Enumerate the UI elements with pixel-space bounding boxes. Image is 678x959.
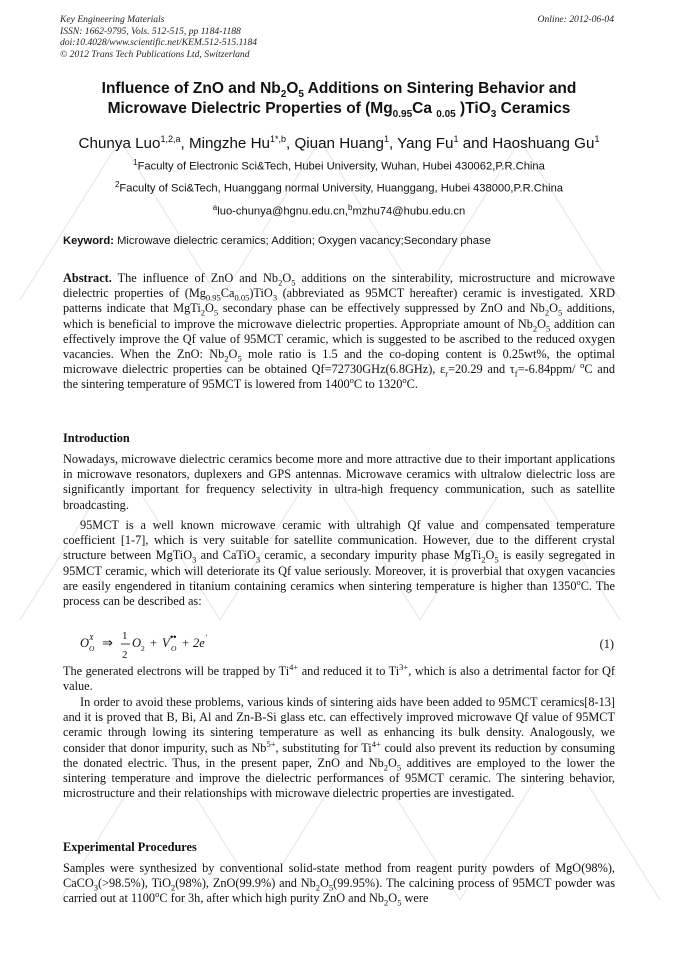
eq-vacancy: V xyxy=(162,636,170,650)
eq-vacancy-sup: •• xyxy=(170,632,177,642)
title-line-2: Microwave Dielectric Properties of ($Mg_{0.95}Ca$ $_{0.05}$ )TiO$_3$ Ceramics xyxy=(107,100,571,121)
author: Qiuan Huang$^1$ xyxy=(294,134,389,153)
author-list: Chunya Luo$^{1,2,a}$, Mingzhe $Hu^{1*,b}$, Qiuan Huang$^1$, Yang Fu$^1$ and Haoshuang Gu$^1$ xyxy=(78,134,600,153)
section-heading-introduction: Introduction xyxy=(63,431,130,445)
author: Mingzhe $Hu^{1*,b}$ xyxy=(188,134,287,153)
intro-paragraph-1: Nowadays, microwave dielectric ceramics become more and more attractive due to their important applications in microwave resonators, duplexers and GPS antennas. Microwave ceramics with ultralow dielectric loss are significantly important for frequency selectivity in ultra-high frequency communication, such as satellite broadcasting. xyxy=(63,452,615,512)
journal-doi: doi:10.4028/www.scientific.net/KEM.512-515.1184 xyxy=(60,37,258,48)
journal-issn: ISSN: 1662-9795, Vols. 512-515, pp 1184-1188 xyxy=(60,25,241,37)
equation-1 xyxy=(80,627,614,661)
title-line-1: Influence of ZnO and $Nb_2O_5$ Additions on Sintering Behavior and xyxy=(101,80,577,101)
eq-frac-num: 1 xyxy=(122,630,128,642)
online-date: Online: 2012-06-04 xyxy=(537,14,614,25)
section-heading-experimental: Experimental Procedures xyxy=(63,840,197,854)
eq-electron-sup: ' xyxy=(205,633,207,642)
eq-vacancy-sub: O xyxy=(171,644,177,653)
affiliation-2: $^2$Faculty of Sci&Tech, Huanggang normal University, Huanggang, Hubei 438000,P.R.China xyxy=(114,180,564,195)
eq-o2: O xyxy=(132,636,142,650)
keywords xyxy=(63,234,623,248)
affiliation-1: $^1$Faculty of Electronic Sci&Tech, Hubei University, Wuhan, Hubei 430062,P.R.China xyxy=(133,158,545,173)
eq-o2-sub: 2 xyxy=(141,644,145,653)
journal-name: Key Engineering Materials xyxy=(60,14,165,25)
keyword-label: Keyword: xyxy=(63,235,114,247)
paper-title xyxy=(40,79,638,119)
eq-frac-den: 2 xyxy=(122,649,128,661)
equation-formula xyxy=(80,627,240,661)
equation-number: (1) xyxy=(599,637,614,651)
experimental-paragraph-1: Samples were synthesized by conventional solid-state method from reagent purity powders of MgO(98%), CaCO$_3$(>98.5%), TiO$_2$(98%), ZnO(99.9%) and $Nb_2O_5(99.95\%)$. The calcining process of 95MCT powder was carried out at 1100$^o$C for 3h, after which high purity ZnO and $Nb_2O_5$ were xyxy=(63,861,615,908)
intro-paragraph-2: 95MCT is a well known microwave ceramic with ultrahigh Qf value and compensated temperature coefficient [1-7], which is very suitable for satellite communication. However, due to the different crystal structure between MgTiO$_3$ and CaTiO$_3$ ceramic, a secondary impurity phase $MgTi_2O_5$ is easily segregated in 95MCT ceramic, which will deteriorate its Qf value seriously. Moreover, it is proverbial that oxygen vacancies are easily engendered in titanium containing ceramics when sintering temperature is higher than 1350$^o$C. The process can be described as: xyxy=(63,518,615,609)
abstract xyxy=(63,271,615,393)
keyword-text: Microwave dielectric ceramics; Addition; Oxygen vacancy;Secondary phase xyxy=(113,235,491,247)
eq-plus-1: + xyxy=(150,636,158,650)
eq-arrow: ⇒ xyxy=(102,635,113,650)
intro-paragraph-3: In order to avoid these problems, various kinds of sintering aids have been added to 95MCT ceramics[8-13] and it is proved that B, Bi, Al and Zn-B-Si glass etc. can effectively improved microwave Qf value of 95MCT ceramic through lowing its sintering temperature as well as enhancing its bulk density. Analogously, we consider that donor impurity, such as $Nb^{5+}$, substituting for $Ti^{4+}$ could also prevent its reduction by consuming the donated electric. Thus, in the present paper, ZnO and $Nb_2O_5$ additives are employed to the lower the sintering temperature and improve the dielectric performances of 95MCT ceramic. The sintering behavior, microstructure and their relationships with microwave dielectric properties are investigated. xyxy=(63,695,615,801)
author: Haoshuang Gu$^1$ xyxy=(492,134,600,153)
abstract-label: Abstract. xyxy=(63,271,112,285)
author-emails: $^a$luo-chunya@hgnu.edu.cn,$^b$mzhu74@hubu.edu.cn xyxy=(212,203,466,218)
author: Yang Fu$^1$ xyxy=(397,134,459,153)
eq-lhs-sup: X xyxy=(89,633,94,642)
intro-after-equation: The generated electrons will be trapped by $Ti^{4+}$ and reduced it to $Ti^{3+}$, which is also a detrimental factor for Qf value. xyxy=(63,661,615,694)
abstract-text: The influence of ZnO and $Nb_2O_5$ additions on the sinterability, microstructure and microwave dielectric properties of $(Mg_{0.95}Ca_{0.05})TiO_3$ (abbreviated as 95MCT hereafter) ceramic is investigated. XRD patterns indicate that $MgTi_2O_5$ secondary phase can be effectively suppressed by ZnO and $Nb_2O_5$ additions, which is beneficial to improve the microwave dielectric properties. Appropriate amount of $Nb_2O_5$ addition can effectively improve the Qf value of 95MCT ceramic, which is suggested to be ascribed to the reduced oxygen vacancies. When the ZnO: $Nb_2O_5$ mole ratio is 1.5 and the co-doping content is 0.25wt%, the optimal microwave dielectric properties can be obtained Qf=72730GHz(6.8GHz), $\varepsilon_r=20.29$ and $\tau_f=-6.84ppm/$ $^o$C and the sintering temperature of 95MCT is lowered from 1400$^o$C to 1320$^o$C. xyxy=(63,271,616,392)
eq-lhs: O xyxy=(80,636,90,650)
journal-header xyxy=(60,14,257,60)
eq-electron: 2e xyxy=(193,636,205,650)
eq-lhs-sub: O xyxy=(89,644,95,653)
eq-plus-2: + xyxy=(182,636,190,650)
journal-copyright: © 2012 Trans Tech Publications Ltd, Switzerland xyxy=(60,48,250,60)
author: Chunya Luo$^{1,2,a}$ xyxy=(78,134,181,153)
